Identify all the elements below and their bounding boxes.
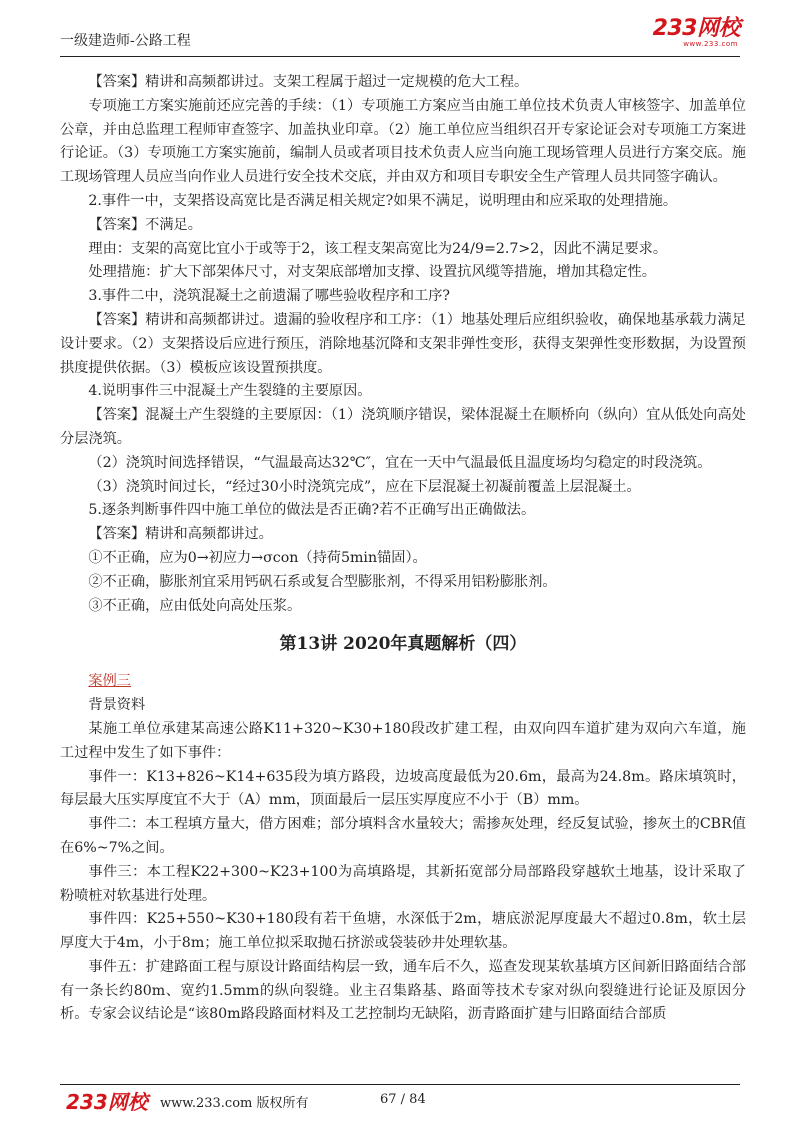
- brand-logo-url: www.233.com: [683, 40, 738, 48]
- paragraph: 某施工单位承建某高速公路K11+320~K30+180段改扩建工程，由双向四车道扩建为双向六车道，施工过程中发生了如下事件：: [60, 720, 746, 761]
- paragraph: 理由：支架的高宽比宜小于或等于2，该工程支架高宽比为24/9=2.7>2，因此不满足要求。: [88, 240, 668, 257]
- paragraph: 5.逐条判断事件四中施工单位的做法是否正确?若不正确写出正确做法。: [88, 502, 536, 519]
- paragraph: 【答案】混凝土产生裂缝的主要原因：（1）浇筑顺序错误，梁体混凝土在顺桥向（纵向）宜从低处向高处分层浇筑。: [60, 407, 746, 447]
- page-content: [60, 71, 746, 1027]
- brand-logo: 233网校: [652, 16, 740, 41]
- paragraph: ①不正确，应为0→初应力→σcon（持荷5min锚固）。: [88, 549, 427, 566]
- paragraph: 4.说明事件三中混凝土产生裂缝的主要原因。: [88, 383, 372, 400]
- paragraph: 【答案】不满足。: [88, 216, 202, 233]
- paragraph: 专项施工方案实施前还应完善的手续：（1）专项施工方案应当由施工单位技术负责人审核签字、加盖单位公章，并由总监理工程师审查签字、加盖执业印章。（2）施工单位应当组织召开专家论证会对专项施工方案进行论证。（3）专项施工方案实施前，编制人员或者项目技术负责人应当向施工现场管理人员进行方案交底。施工现场管理人员应当向作业人员进行安全技术交底，并由双方和项目专职安全生产管理人员共同签字确认。: [60, 97, 746, 186]
- paragraph: 事件四：K25+550~K30+180段有若干鱼塘，水深低于2m，塘底淤泥厚度最大不超过0.8m，软土层厚度大于4m，小于8m；施工单位拟采取抛石挤淤或袋装砂井处理软基。: [60, 911, 746, 952]
- paragraph: ②不正确，膨胀剂宜采用钙矾石系或复合型膨胀剂，不得采用铝粉膨胀剂。: [88, 573, 557, 590]
- paragraph: 【答案】精讲和高频都讲过。遗漏的验收程序和工序：（1）地基处理后应组织验收，确保地基承载力满足设计要求。（2）支架搭设后应进行预压，消除地基沉降和支架非弹性变形，获得支架弹性变形数据，为设置预拱度提供依据。（3）模板应该设置预拱度。: [60, 311, 746, 376]
- paragraph: 3.事件二中，浇筑混凝土之前遗漏了哪些验收程序和工序?: [88, 288, 451, 305]
- paragraph: 【答案】精讲和高频都讲过。支架工程属于超过一定规模的危大工程。: [88, 74, 529, 90]
- paragraph: 2.事件一中，支架搭设高宽比是否满足相关规定?如果不满足，说明理由和应采取的处理措施。: [88, 192, 678, 209]
- paragraph: 事件一：K13+826~K14+635段为填方路段，边坡高度最低为20.6m，最高为24.8m。路床填筑时，每层最大压实厚度宜不大于（A）mm，顶面最后一层压实厚度应不小于（B）mm。: [60, 768, 746, 809]
- footer-logo: 233网校: [66, 1090, 148, 1114]
- footer-copyright: www.233.com 版权所有: [160, 1096, 309, 1111]
- header-title: 一级建造师-公路工程: [60, 33, 191, 49]
- case-label: 案例三: [88, 673, 131, 690]
- paragraph: 【答案】精讲和高频都讲过。: [88, 526, 273, 543]
- section-title: 第13讲 2020年真题解析（四）: [279, 634, 527, 655]
- page-header: [60, 18, 740, 52]
- paragraph: 事件五：扩建路面工程与原设计路面结构层一致，通车后不久，巡查发现某软基填方区间新旧路面结合部有一条长约80m、宽约1.5mm的纵向裂缝。业主召集路基、路面等技术专家对纵向裂缝进行论证及原因分析。专家会议结论是“该80m路段路面材料及工艺控制均无缺陷，沥青路面扩建与旧路面结合部质: [60, 958, 746, 1023]
- paragraph: （2）浇筑时间选择错误，“气温最高达32℃″，宜在一天中气温最低且温度场均匀稳定的时段浇筑。: [88, 454, 712, 471]
- paragraph: 事件三：本工程K22+300~K23+100为高填路堤，其新拓宽部分局部路段穿越软土地基，设计采取了粉喷桩对软基进行处理。: [60, 863, 746, 904]
- header-divider: [60, 56, 740, 57]
- page-number: 67 / 84: [380, 1092, 426, 1107]
- paragraph: 处理措施：扩大下部架体尺寸，对支架底部增加支撑、设置抗风缆等措施，增加其稳定性。: [88, 264, 656, 281]
- paragraph: 事件二：本工程填方量大，借方困难；部分填料含水量较大；需掺灰处理，经反复试验，掺灰土的CBR值在6%~7%之间。: [60, 816, 746, 856]
- paragraph: 背景资料: [88, 697, 146, 714]
- paragraph: ③不正确，应由低处向高处压浆。: [88, 597, 302, 614]
- footer-divider: [60, 1084, 740, 1085]
- paragraph: （3）浇筑时间过长，“经过30小时浇筑完成”，应在下层混凝土初凝前覆盖上层混凝土。: [88, 478, 641, 495]
